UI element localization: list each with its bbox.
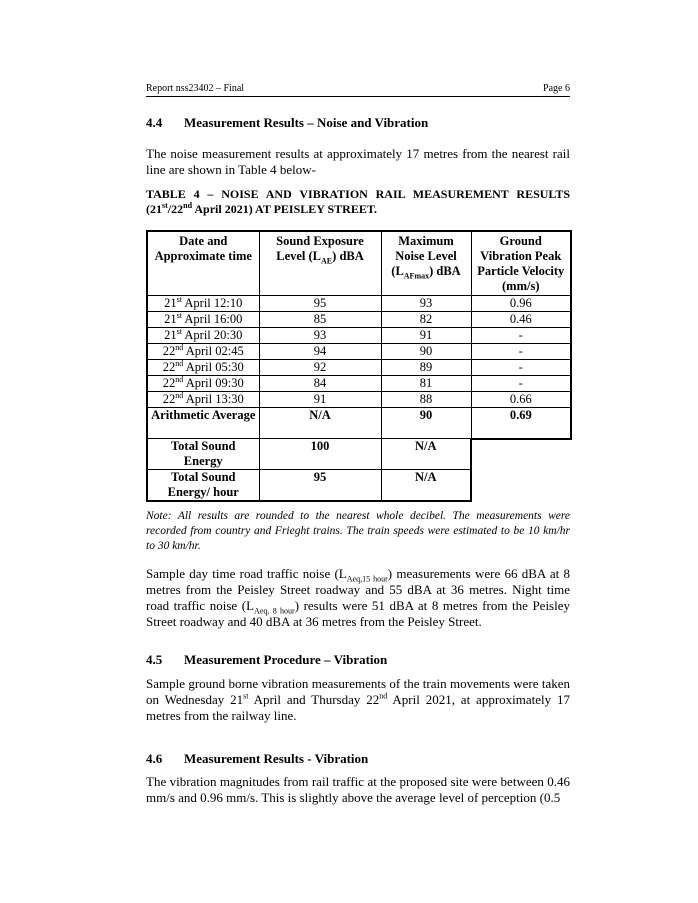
cell-vibration: -	[471, 328, 571, 344]
cell-date: 22nd April 05:30	[147, 360, 259, 376]
table-row-average	[147, 408, 571, 439]
cell-vibration: -	[471, 344, 571, 360]
cell-label: Arithmetic Average	[147, 408, 259, 439]
report-id: Report nss23402 – Final	[146, 83, 245, 94]
section-4-6-paragraph: The vibration magnitudes from rail traffic at the proposed site were between 0.46 mm/s and 0.96 mm/s. This is slightly above the average level of perception (0.5	[146, 774, 570, 805]
section-4-4-heading: 4.4 Measurement Results – Noise and Vibration	[146, 115, 429, 130]
cell-vibration: 0.69	[471, 408, 571, 439]
table-row	[147, 312, 571, 328]
cell-vibration: 0.66	[471, 392, 571, 408]
section-4-6-heading: 4.6 Measurement Results - Vibration	[146, 751, 369, 766]
page-header	[146, 83, 570, 97]
cell-vibration: 0.96	[471, 296, 571, 312]
table-note: Note: All results are rounded to the nearest whole decibel. The measurements were recorded from country and Frieght trains. The train speeds were estimated to be 10 km/hr to 30 km/hr.	[146, 510, 570, 552]
table-row	[147, 344, 571, 360]
table-row	[147, 296, 571, 312]
cell-date: 22nd April 09:30	[147, 376, 259, 392]
cell-max: 89	[381, 360, 471, 376]
cell-date: 21st April 20:30	[147, 328, 259, 344]
cell-sel: 91	[259, 392, 381, 408]
cell-max: 93	[381, 296, 471, 312]
cell-sel: 92	[259, 360, 381, 376]
table-row-energy-hour	[147, 470, 571, 502]
col-vibration-header: Ground Vibration Peak Particle Velocity (mm/s)	[471, 231, 571, 296]
cell-sel: 85	[259, 312, 381, 328]
table-row	[147, 360, 571, 376]
col-max-header: Maximum Noise Level $(L_{AFmax})$ dBA	[381, 231, 471, 296]
cell-max: 82	[381, 312, 471, 328]
cell-vibration: -	[471, 360, 571, 376]
cell-sel: 95	[259, 296, 381, 312]
table-row	[147, 328, 571, 344]
cell-label: Total Sound Energy	[147, 439, 259, 470]
table-row-total-energy	[147, 439, 571, 470]
page-number: Page 6	[543, 83, 570, 94]
cell-sel: 94	[259, 344, 381, 360]
cell-vibration: -	[471, 376, 571, 392]
table-caption: TABLE 4 – NOISE AND VIBRATION RAIL MEASUREMENT RESULTS (21st/22nd April 2021) AT PEISLEY STREET.	[146, 187, 570, 216]
cell-vibration: 0.46	[471, 312, 571, 328]
cell-date: 21st April 16:00	[147, 312, 259, 328]
cell-max: N/A	[381, 439, 471, 470]
cell-sel: 95	[259, 470, 381, 502]
cell-sel: N/A	[259, 408, 381, 439]
col-sel-header: Sound Exposure Level $(L_{AE})$ dBA	[259, 231, 381, 296]
cell-date: 22nd April 13:30	[147, 392, 259, 408]
traffic-paragraph: Sample day time road traffic noise $(L_{Aeq,15 hour})$ measurements were 66 dBA at 8 metres from the Peisley Street roadway and 55 dBA at 36 metres. Night time road traffic noise $(L_{Aeq, 8 hour})$ results were 51 dBA at 8 metres from the Peisley Street roadway and 40 dBA at 36 metres from the Peisley Street.	[146, 566, 571, 629]
cell-max: 88	[381, 392, 471, 408]
table-header-row	[147, 231, 571, 296]
cell-sel: 93	[259, 328, 381, 344]
results-table	[146, 230, 572, 502]
cell-date: 22nd April 02:45	[147, 344, 259, 360]
section-4-5-paragraph: Sample ground borne vibration measurements of the train movements were taken on Wednesday 21st April and Thursday 22nd April 2021, at approximately 17 metres from the railway line.	[146, 676, 570, 723]
cell-max: 81	[381, 376, 471, 392]
section-4-5-heading: 4.5 Measurement Procedure – Vibration	[146, 652, 388, 667]
cell-date: 21st April 12:10	[147, 296, 259, 312]
table-row	[147, 392, 571, 408]
section-4-4-paragraph: The noise measurement results at approximately 17 metres from the nearest rail line are shown in Table 4 below-	[146, 146, 570, 177]
cell-sel: 84	[259, 376, 381, 392]
cell-max: 90	[381, 344, 471, 360]
table-row	[147, 376, 571, 392]
cell-max: 90	[381, 408, 471, 439]
cell-max: 91	[381, 328, 471, 344]
cell-max: N/A	[381, 470, 471, 502]
cell-sel: 100	[259, 439, 381, 470]
cell-label: Total Sound Energy/ hour	[147, 470, 259, 502]
col-date-header: Date and Approximate time	[147, 231, 259, 296]
